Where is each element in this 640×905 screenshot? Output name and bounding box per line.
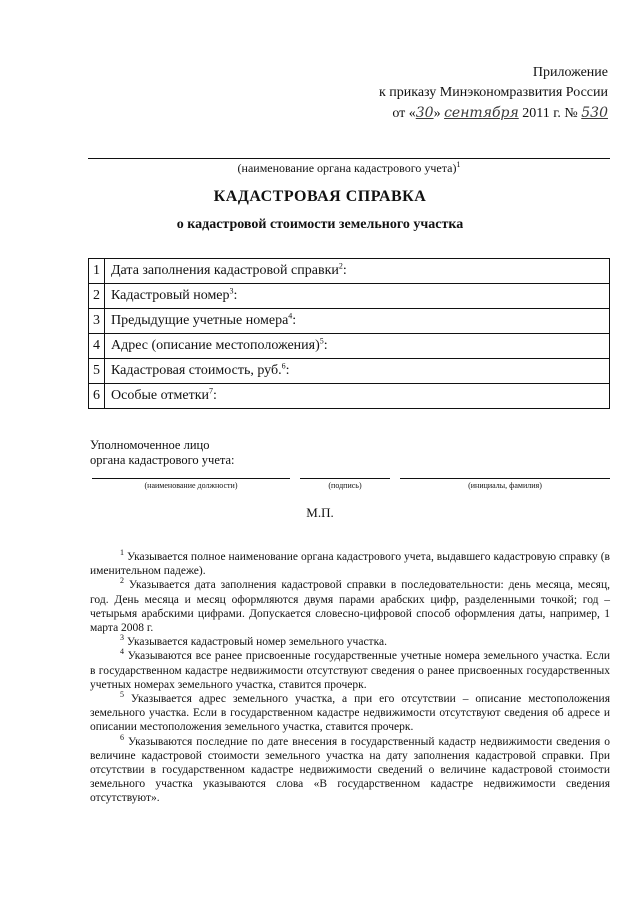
footnote <box>90 732 610 806</box>
form-row <box>89 259 610 284</box>
footnotes <box>90 550 610 806</box>
footnote-text: Указывается адрес земельного участка, а при его отсутствии – описание местоположения земельного участка. Если в государственном кадастре недвижимости отсутствуют сведения об адресе и описании местоположения земельного участка, ставится прочерк. <box>90 693 610 734</box>
date-mid: » <box>433 106 445 121</box>
row-field[interactable] <box>105 309 610 334</box>
footnote-ref: 2 <box>338 261 343 271</box>
row-colon: : <box>213 388 217 403</box>
row-number: 3 <box>89 309 105 334</box>
order-reference: к приказу Минэкономразвития России <box>378 85 608 100</box>
authorized-person <box>90 438 235 468</box>
footnote <box>90 578 610 635</box>
row-number: 1 <box>89 259 105 284</box>
footnote-text: Указываются последние по дате внесения в государственный кадастр недвижимости сведения о величине кадастровой стоимости земельного участка на дату заполнения кадастровой справки. При отсутствии в государственном кадастре недвижимости сведений о величине кадастровой стоимости земельного участка указываются слова «В государственном кадастре недвижимости сведения отсутствуют». <box>90 735 610 805</box>
footnote-text: Указываются все ранее присвоенные государственные учетные номера земельного участка. Если в государственном кадастре недвижимости отсутствуют сведения о ранее присвоенных государственных учетных номерах земельного участка, ставится прочерк. <box>90 650 610 691</box>
row-label: Предыдущие учетные номера <box>111 313 289 328</box>
footnote-number: 5 <box>120 690 124 700</box>
footnote-number: 4 <box>120 647 124 657</box>
authorized-line1: Уполномоченное лицо <box>90 438 210 452</box>
name-caption: (инициалы, фамилия) <box>468 481 542 490</box>
footnote-number: 1 <box>120 548 124 558</box>
form-row <box>89 384 610 409</box>
footnote-number: 3 <box>120 633 124 643</box>
footnote <box>90 635 610 649</box>
row-number: 5 <box>89 359 105 384</box>
position-caption: (наименование должности) <box>144 481 238 490</box>
form-table <box>88 258 610 409</box>
row-field[interactable] <box>105 334 610 359</box>
footnote-ref: 6 <box>281 361 286 371</box>
footnote-ref: 4 <box>288 311 293 321</box>
footnote-ref: 5 <box>319 336 324 346</box>
appendix-label: Приложение <box>532 65 608 80</box>
footnote-text: Указывается кадастровый номер земельного участка. <box>124 636 387 649</box>
order-date-line <box>392 103 608 124</box>
position-line <box>92 478 290 479</box>
form-row <box>89 309 610 334</box>
row-number: 6 <box>89 384 105 409</box>
row-label: Кадастровая стоимость, руб. <box>111 363 282 378</box>
stamp-place: М.П. <box>306 505 334 520</box>
footnote-ref: 7 <box>209 386 213 396</box>
footnote <box>90 550 610 578</box>
row-number: 2 <box>89 284 105 309</box>
signature-line <box>300 478 390 479</box>
form-row <box>89 359 610 384</box>
row-field[interactable] <box>105 284 610 309</box>
row-colon: : <box>292 313 297 328</box>
order-number: 530 <box>581 105 608 121</box>
date-prefix: от « <box>392 106 416 121</box>
footnote-ref: 3 <box>229 286 234 296</box>
organ-caption <box>88 161 610 176</box>
footnote-text: Указывается дата заполнения кадастровой справки в последовательности: день месяца, месяц, год. День месяца и месяц оформляются двумя парами арабских цифр, разделенными точкой; год – четырьмя арабскими цифрами. Допускается словесно-цифровой способ оформления даты, например, 1 марта 2008 г. <box>90 579 610 635</box>
document-subtitle: о кадастровой стоимости земельного участка <box>176 217 464 232</box>
footnote <box>90 692 610 735</box>
document-title: КАДАСТРОВАЯ СПРАВКА <box>213 188 427 205</box>
row-colon: : <box>342 263 347 278</box>
authorized-line2: органа кадастрового учета: <box>90 453 235 467</box>
organ-caption-text: (наименование органа кадастрового учета) <box>237 161 457 175</box>
date-month: сентября <box>444 105 519 121</box>
row-label: Кадастровый номер <box>111 288 230 303</box>
row-label: Особые отметки <box>111 388 209 403</box>
row-colon: : <box>285 363 290 378</box>
organ-line <box>88 158 610 159</box>
signature-caption: (подпись) <box>328 481 362 490</box>
row-colon: : <box>323 338 328 353</box>
footnote-text: Указывается полное наименование органа кадастрового учета, выдавшего кадастровую справку (в именительном падеже). <box>90 551 610 578</box>
footnote-ref: 1 <box>456 160 461 169</box>
row-field[interactable] <box>105 359 610 384</box>
name-line <box>400 478 610 479</box>
footnote-number: 2 <box>120 576 124 586</box>
row-colon: : <box>233 288 238 303</box>
footnote-number: 6 <box>120 732 124 742</box>
date-day: 30 <box>415 105 434 121</box>
row-field[interactable] <box>105 384 610 409</box>
row-label: Дата заполнения кадастровой справки <box>111 263 339 278</box>
row-field[interactable] <box>105 259 610 284</box>
row-number: 4 <box>89 334 105 359</box>
form-row <box>89 284 610 309</box>
form-row <box>89 334 610 359</box>
date-year: 2011 г. № <box>518 106 582 121</box>
row-label: Адрес (описание местоположения) <box>111 338 320 353</box>
footnote <box>90 649 610 692</box>
